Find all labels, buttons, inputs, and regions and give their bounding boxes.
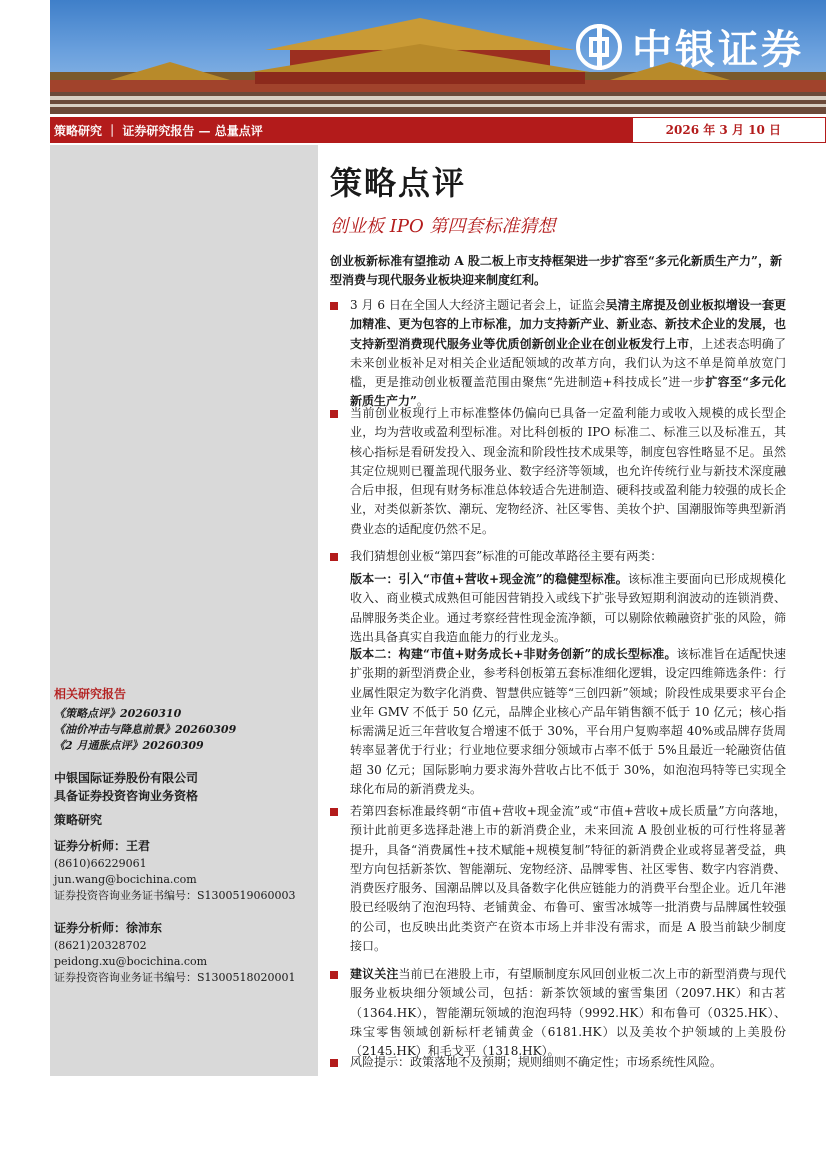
analyst-name: 证券分析师：徐沛东 (54, 921, 163, 935)
bullet-icon (330, 1059, 338, 1067)
company-qualification: 具备证券投资咨询业务资格 (54, 789, 199, 803)
bullet-paragraph: 我们猜想创业板“第四套”标准的可能改革路径主要有两类： (350, 549, 663, 563)
report-date: 2026 年 3 月 10 日 (632, 117, 826, 143)
related-item: 《策略点评》20260310 (54, 707, 182, 720)
bullet-paragraph: 3 月 6 日在全国人大经济主题记者会上，证监会吴清主席提及创业板拟增设一套更加精准、更为包容的上市标准，加力支持新产业、新业态、新技术企业的发展，也支持新型消费现代服务业等优质创新创业企业在创业板发行上市，上述表态明确了未来创业板补足对相关企业适配领域的改革方向，我们认为这不单是简单放宽门槛，更是推动创业板覆盖范围由聚焦“先进制造+科技成长”进一步扩容至“多元化新质生产力”。 (350, 298, 787, 409)
company-name: 中银国际证券股份有限公司 (54, 771, 199, 785)
bullet-icon (330, 302, 338, 310)
sidebar-panel (50, 145, 318, 1076)
analyst-cert: 证券投资咨询业务证书编号：S1300519060003 (54, 889, 296, 902)
bullet-icon (330, 553, 338, 561)
page-title: 策略点评 (330, 164, 467, 202)
version-two-paragraph: 版本二：构建“市值+财务成长+非财务创新”的成长型标准。该标准旨在适配快速扩张期的新型消费企业，参考科创板第五套标准细化逻辑，设定四维筛选条件：行业属性限定为数字化消费、智慧供应链等“三创四新”领域；阶段性成果要求平台企业年 GMV 不低于 50 亿元，品牌企业核心产品年销售额不低于 10 亿元；核心指标需满足近三年营收复合增速不低于 30%，平台用户复购率超 40%或品牌存货周转率显著优于行业；行业地位要求细分领域市占率不低于 5%且最近一轮融资估值超 30 亿元；国际影响力要求海外营收占比不低于 30%，如泡泡玛特等已实现全球化布局的新消费龙头。 (350, 647, 786, 797)
department: 策略研究 (54, 813, 103, 827)
version-one-paragraph: 版本一：引入“市值+营收+现金流”的稳健型标准。该标准主要面向已形成规模化收入、商业模式成熟但可能因营销投入或线下扩张导致短期利润波动的连锁消费、品牌服务类企业。通过考察经营性现金流净额，可以剔除依赖融资扩张的风险，筛选出具备真实自我造血能力的行业龙头。 (350, 572, 786, 644)
related-title: 相关研究报告 (54, 687, 127, 701)
bullet-icon (330, 971, 338, 979)
bullet-paragraph: 当前创业板现行上市标准整体仍偏向已具备一定盈利能力或收入规模的成长型企业，均为营收或盈利型标准。对比科创板的 IPO 标准二、标准三以及标准五，其核心指标是看研发投入、现金流和阶段性技术成果等，制度包容性略显不足。虽然其定位规则已覆盖现代服务业、数字经济等领域，也允许传统行业与新技术深度融合后申报，但现有财务标准总体较适合先进制造、硬科技或盈利能力较强的成长企业，对类似新茶饮、潮玩、宠物经济、社区零售、美妆个护、国潮服饰等典型新消费业态的适配度仍然不足。 (350, 406, 786, 536)
analyst-email[interactable]: jun.wang@bocichina.com (54, 873, 197, 886)
lead-summary: 创业板新标准有望推动 A 股二板上市支持框架进一步扩容至“多元化新质生产力”，新型消费与现代服务业板块迎来制度红利。 (330, 254, 782, 287)
bullet-icon (330, 808, 338, 816)
risk-warning: 风险提示：政策落地不及预期；规则细则不确定性；市场系统性风险。 (350, 1055, 723, 1069)
analyst-phone: (8621)20328702 (54, 939, 147, 952)
related-item: 《油价冲击与降息前景》20260309 (54, 723, 237, 736)
header-banner (50, 0, 826, 114)
brand-name: 中银证券 (632, 27, 804, 73)
analyst-email[interactable]: peidong.xu@bocichina.com (54, 955, 208, 968)
brand-logo (576, 18, 804, 75)
bullet-paragraph: 若第四套标准最终朝“市值+营收+现金流”或“市值+营收+成长质量”方向落地，预计此前更多选择赴港上市的新消费企业，未来回流 A 股创业板的可行性将显著提升，具备“消费属性+技术赋能+规模复制”特征的新消费企业或将显著受益，典型方向包括新茶饮、智能潮玩、宠物经济、品牌零售、社区零售、数字内容消费、消费医疗服务、国潮品牌以及具备数字化供应链能力的消费平台型企业。近几年港股已经吸纳了泡泡玛特、老铺黄金、布鲁可、蜜雪冰城等一批消费与品牌属性较强的公司，也反映出此类资产在资本市场上并非没有需求，而是 A 股当前缺少制度接口。 (350, 804, 786, 954)
report-category: 策略研究 ｜ 证券研究报告 — 总量点评 (54, 124, 263, 138)
bank-logo-icon (576, 24, 622, 70)
category-bar (50, 117, 826, 143)
related-item: 《2 月通胀点评》20260309 (54, 739, 204, 752)
analyst-cert: 证券投资咨询业务证书编号：S1300518020001 (54, 971, 296, 984)
analyst-phone: (8610)66229061 (54, 857, 147, 870)
bullet-icon (330, 410, 338, 418)
page-subtitle: 创业板 IPO 第四套标准猜想 (330, 216, 556, 237)
bullet-paragraph: 建议关注当前已在港股上市，有望顺制度东风回创业板二次上市的新型消费与现代服务业板块细分领域公司，包括：新茶饮领域的蜜雪集团（2097.HK）和古茗（1364.HK），智能潮玩领域的泡泡玛特（9992.HK）和布鲁可（0325.HK）、珠宝零售领域创新标杆老铺黄金（6181.HK）以及美妆个护领域的上美股份（2145.HK）和毛戈平（1318.HK）。 (350, 967, 786, 1059)
analyst-name: 证券分析师：王君 (54, 839, 151, 853)
